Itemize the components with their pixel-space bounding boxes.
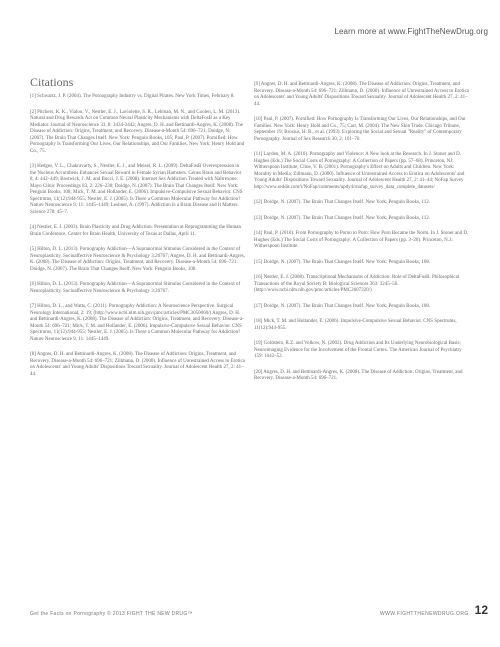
- citation-15: [15] Doidge, N. (2007). The Brain That Changes Itself. New York: Penguin Books, 108.: [254, 259, 431, 265]
- header-url-link[interactable]: Learn more at www.FightTheNewDrug.org: [334, 27, 488, 36]
- citation-8: [8] Angres, D. H. and Bettinardi-Angres, K. (2008). The Disease of Addiction: Origins, Treatment, and Recovery. Disease-a-Month 54: 696–721; Zillmann, D. (2000). Influence of Unrestrained Access to Erotica on Adolescents' and Young Adults' Dispositions Toward Sexuality. Journal of Adolescent Health 27, 2: 41–44.: [30, 352, 245, 377]
- footer-website-link[interactable]: WWW.FIGHTTHENEWDRUG.ORG: [380, 611, 469, 617]
- citation-2: [2] Pitchers, K. K., Vialou, V., Nestler, E. J., Laviolette, S. R., Lehman, M. N., and Coolen, L. M. (2013). Natural and Drug Rewards Act on Common Neural Plasticity Mechanisms with DeltaFosB as a Key Mediator. Journal of Neuroscience 33, 8: 3434-3442; Angres, D. H. and Bettinardi-Angres, K. (2008). The Disease of Addiction: Origins, Treatment, and Recovery. Disease-a-Month 54: 696–721; Doidge, N. (2007). The Brain That Changes Itself. New York: Penguin Books, 105; Paul, P. (2007). Pornified: How Pornography Is Transforming Our Lives, Our Relationships, and Our Families. New York: Henry Hold and Co., 75.: [30, 109, 245, 154]
- citation-14: [14] Paul, P. (2010). From Pornography to Porno to Porn: How Porn Became the Norm. In J. Stoner and D. Hughes (Eds.) The Social Costs of Pornography: A Collection of Papers (pp. 3–20). Princeton, N.J.: Witherspoon Institute.: [254, 231, 469, 249]
- citation-12: [12] Doidge, N. (2007). The Brain That Changes Itself. New York: Penguin Books, 112.: [254, 200, 431, 205]
- citation-6: [6] Hilton, D. L. (2013). Pornography Addiction—A Supranormal Stimulus Considered in the Context of Neuroplasticity. Socioaffective Neuroscience & Psychology 3:20767.: [30, 282, 241, 294]
- citation-16: [16] Nestler, E. J. (2008). Transcriptional Mechanisms of Addiction: Role of DeltaFosB. Philosophical Transactions of the Royal Society B: Biological Sciences 363: 3245–56. (http://www.ncbi.nlm.nih.gov/pmc/articles/PMC2607320/): [254, 275, 460, 293]
- citation-1: [1] Schwartz, J. P. (2004). The Pornography Industry vs. Digital Pirates. New York Times, February 8.: [30, 94, 235, 99]
- citations-left-column: [30, 94, 246, 387]
- citation-4: [4] Nestler, E. J. (2003). Brain Plasticity and Drug Addiction. Presentation at Reprogramming the Human Brain Conference, Center for Brain Health, University of Texas at Dallas, April 11.: [30, 225, 242, 237]
- citation-10: [10] Paul, P. (2007). Pornified: How Pornography Is Transforming Our Lives, Our Relationships, and Our Families. New York: Henry Hold and Co., 75; Carr, M. (2004). The New Skin Trade. Chicago Tribune, September 19; Brosius, H. B., et al. (1993). Exploring the Social and Sexual "Reality" of Contemporary Pornography. Journal of Sex Research 30, 2: 161–70.: [254, 117, 466, 142]
- citation-3: [3] Hedges, V. L., Chakravarty, S., Nestler, E. J., and Meisel, R. L. (2009). DeltaFosB Overexpression in the Nucleus Accumbens Enhances Sexual Reward in Female Syrian Hamsters. Genes Brain and Behavior 8, 4: 442–449; Bostwick, J. M. and Bucci, J. E. (2008). Internet Sex Addiction Treated with Naltrexone. Mayo Clinic Proceedings 83, 2: 226–230; Doidge, N. (2007). The Brain That Changes Itself. New York: Penguin Books, 108; Mick, T. M. and Hollander, E. (2006). Impulsive-Compulsive Sexual Behavior. CNS Spectrums, 11(12):944-955; Nestler, E. J. (2005). Is There a Common Molecular Pathway for Addiction? Nature Neuroscience 9, 11: 1445–1449; Leshner, A. (1997). Addiction Is a Brain Disease and It Matters. Science 278: 45–7.: [30, 164, 243, 215]
- citation-20: [20] Angres, D. H. and Bettinardi-Angres, K. (2008). The Disease of Addiction: Origins, Treatment, and Recovery. Disease-a-Month 54: 696–721.: [254, 369, 463, 381]
- page-number: 12: [474, 603, 488, 617]
- citation-11: [11] Layden, M. A. (2010). Pornography and Violence: A New look at the Research. In J. Stoner and D. Hughes (Eds.) The Social Costs of Pornography: A Collection of Papers (pp. 57–68). Princeton, NJ: Witherspoon Institute; Cline, V. B. (2001). Pornography's Effect on Adults and Children. New York: Morality in Media; Zillmann, D. (2000). Influence of Unrestrained Access to Erotica on Adolescents' and Young Adults' Dispositions Toward Sexuality. Journal of Adolescent Health 27, 2: 41–44; NoFap Survey http://www.reddit.com/r/NoFap/comments/updy4/rnofap_survey_data_complete_datasets/: [254, 152, 465, 190]
- citation-18: [18] Mick, T. M. and Hollander, E. (2006). Impulsive-Compulsive Sexual Behavior. CNS Spectrums, 11(12):944-955.: [254, 319, 457, 331]
- citation-19: [19] Goldstein, R.Z. and Volkow, N. (2002). Drug Addiction and Its Underlying Neurobiological Basis: Neuroimaging Evidence for the Involvement of the Frontal Cortex. The American Journal of Psychiatry 159: 1642–52.: [254, 341, 462, 359]
- citation-17: [17] Doidge, N. (2007). The Brain That Changes Itself. New York: Penguin Books, 108.: [254, 303, 431, 309]
- footer-copyright: Get the Facts on Pornography © 2013 FIGHT THE NEW DRUG™: [30, 611, 193, 617]
- citation-7: [7] Hilton, D. L., and Watts, C. (2011). Pornography Addiction: A Neuroscience Perspective. Surgical Neurology International, 2: 19; (http://www.ncbi.nlm.nih.gov/pmc/articles/PMC3050060/) Angres, D. H. and Bettinardi-Angres, K. (2008). The Disease of Addiction: Origins, Treatment, and Recovery. Disease-a-Month 54: 696–721; Mick, T. M. and Hollander, E. (2006). Impulsive-Compulsive Sexual Behavior. CNS Spectrums, 11(12):944-955; Nestler, E. J. (2005). Is There a Common Molecular Pathway for Addiction? Nature Neuroscience 9, 11: 1445–1449.: [30, 304, 244, 342]
- page-title: Citations: [30, 75, 74, 89]
- citation-13: [13] Doidge, N. (2007). The Brain That Changes Itself. New York: Penguin Books, 112.: [254, 215, 431, 221]
- citation-5: [5] Hilton, D. L. (2013). Pornography Addiction—A Supranormal Stimulus Considered in the Context of Neuroplasticity. Socioaffective Neuroscience & Psychology 3:20767; Angres, D. H. and Bettinardi-Angres, K. (2008). The Disease of Addiction: Origins, Treatment, and Recovery. Disease-a-Month 54: 696–721. Doidge, N. (2007). The Brain That Changes Itself. New York: Penguin Books, 108.: [30, 247, 245, 272]
- citations-right-column: [254, 82, 470, 392]
- citation-9: [9] Angres, D. H. and Bettinardi-Angres, K. (2008). The Disease of Addiction: Origins, Treatment, and Recovery. Disease-a-Month 54: 696–721; Zillmann, D. (2000). Influence of Unrestrained Access to Erotica on Adolescents' and Young Adults' Dispositions Toward Sexuality. Journal of Adolescent Health 27, 2: 41–44.: [254, 82, 469, 107]
